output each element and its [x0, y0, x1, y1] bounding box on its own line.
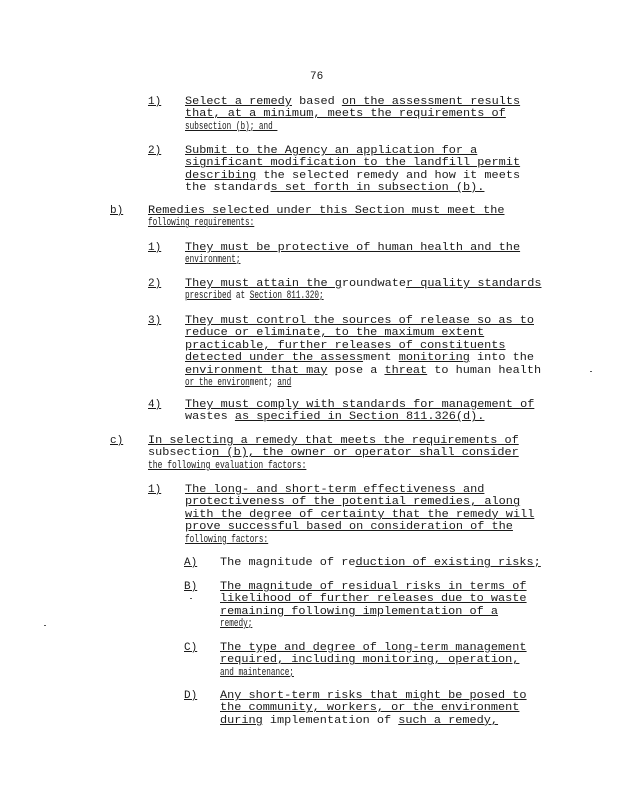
- item-text: [185, 484, 535, 546]
- item-text: [148, 435, 519, 472]
- text-segment: They must attain the g: [185, 278, 342, 290]
- text-segment: at: [231, 290, 250, 303]
- item-text: [185, 315, 542, 390]
- text-line: [185, 365, 541, 377]
- text-line: [220, 618, 419, 630]
- text-segment: The long- and short-term effectiveness and: [185, 484, 485, 496]
- text-segment: environment;: [185, 254, 241, 267]
- text-segment: detected under the assess: [185, 352, 364, 365]
- text-segment: Select a remedy: [185, 96, 292, 108]
- text-line: [220, 715, 527, 727]
- text-segment: prove successful based on consideration of the: [185, 521, 513, 534]
- item-text: [148, 205, 505, 230]
- text-segment: They must be protective of human health and the: [185, 242, 521, 254]
- text-line: [185, 290, 416, 302]
- text-segment: as specified in Section 811.326(d).: [234, 411, 485, 424]
- text-segment: threat: [384, 364, 428, 377]
- list-marker: b): [110, 205, 124, 217]
- text-segment: wastes: [185, 411, 235, 424]
- text-line: [185, 411, 534, 423]
- item-text: [185, 278, 542, 303]
- text-segment: The magnitude of re: [220, 557, 356, 569]
- text-segment: practicable, further releases of constituents: [185, 339, 506, 352]
- margin-mark: [590, 371, 592, 372]
- text-line: [220, 690, 527, 702]
- text-line: [220, 702, 527, 714]
- text-segment: protectiveness of the potential remedies, along: [185, 496, 521, 509]
- text-line: [185, 352, 541, 364]
- text-segment: required, including monitoring, operation,: [220, 654, 520, 667]
- text-segment: ment: [363, 352, 399, 365]
- margin-mark: [44, 625, 46, 626]
- page-number: 76: [310, 71, 324, 83]
- text-segment: following requirements:: [148, 217, 255, 230]
- list-marker: D): [184, 690, 198, 702]
- text-segment: They must control the sources of release so as to: [185, 315, 535, 327]
- list-marker: 4): [148, 399, 162, 411]
- text-segment: or the environ: [185, 377, 250, 390]
- text-line: [185, 534, 411, 546]
- text-line: [185, 377, 416, 389]
- text-segment: that, at a minimum, meets the requirements of: [185, 108, 506, 121]
- text-segment: Remedies selected under this Section must meet the: [148, 205, 505, 217]
- text-segment: into the: [469, 352, 535, 365]
- text-segment: likelihood of further releases due to waste: [220, 593, 527, 606]
- text-line: [220, 606, 527, 618]
- text-line: [185, 242, 520, 254]
- text-segment: the selected remedy and how it meets: [256, 169, 521, 182]
- list-marker: C): [184, 642, 198, 654]
- text-segment: remaining following implementation of a: [220, 605, 499, 618]
- text-segment: during: [220, 714, 263, 727]
- item-text: [185, 145, 521, 195]
- text-line: [148, 447, 519, 459]
- text-line: [148, 435, 519, 447]
- text-line: [185, 521, 534, 533]
- text-segment: subsectio: [148, 447, 213, 460]
- text-line: [220, 593, 527, 605]
- item-text: [220, 581, 527, 631]
- text-line: [185, 496, 534, 508]
- text-line: [185, 96, 520, 108]
- text-line: [185, 327, 541, 339]
- text-segment: n (b), the owner or operator shall consider: [212, 447, 519, 460]
- text-segment: the following evaluation factors:: [148, 459, 307, 472]
- text-line: [148, 217, 379, 229]
- text-segment: prescribed: [185, 290, 232, 303]
- text-line: [148, 460, 398, 472]
- text-segment: the community, workers, or the environment: [220, 702, 520, 715]
- text-line: [220, 667, 419, 679]
- list-marker: 1): [148, 242, 162, 254]
- text-line: [185, 182, 520, 194]
- text-segment: environment that may: [185, 364, 328, 377]
- text-line: [185, 484, 534, 496]
- text-segment: and: [277, 377, 292, 390]
- item-text: [220, 557, 541, 569]
- text-segment: implementation of: [262, 714, 399, 727]
- text-segment: The magnitude of residual risks in terms of: [220, 581, 527, 593]
- text-line: [185, 170, 520, 182]
- list-marker: c): [110, 435, 124, 447]
- text-line: [185, 278, 541, 290]
- text-segment: They must comply with standards for management of: [185, 399, 535, 411]
- text-segment: significant modification to the landfill permit: [185, 157, 521, 170]
- text-segment: with the degree of certainty that the remedy will: [185, 508, 535, 521]
- text-segment: remedy;: [220, 618, 253, 631]
- text-segment: pose a: [327, 364, 385, 377]
- text-segment: roundwate: [341, 278, 407, 290]
- text-segment: following factors:: [185, 533, 269, 546]
- text-line: [185, 121, 402, 133]
- list-marker: 2): [148, 278, 162, 290]
- list-marker: 2): [148, 145, 162, 157]
- text-segment: In selecting a remedy that meets the requirements of: [148, 435, 519, 447]
- text-segment: reduce or eliminate, to the maximum extent: [185, 327, 485, 340]
- text-line: [220, 581, 527, 593]
- text-segment: ment;: [249, 377, 278, 390]
- text-segment: such a remedy,: [398, 714, 499, 727]
- list-marker: 1): [148, 96, 162, 108]
- text-line: [185, 509, 534, 521]
- text-segment: the standard: [185, 182, 271, 195]
- item-text: [220, 690, 527, 727]
- list-marker: 3): [148, 315, 162, 327]
- list-marker: B): [184, 581, 198, 593]
- text-segment: describing: [185, 169, 257, 182]
- text-segment: The type and degree of long-term management: [220, 642, 527, 654]
- text-segment: monitoring: [398, 352, 470, 365]
- text-segment: based: [291, 96, 342, 108]
- text-line: [185, 399, 534, 411]
- text-segment: on the assessment results: [341, 96, 521, 108]
- text-line: [148, 205, 504, 217]
- item-text: [185, 96, 521, 133]
- item-text: [185, 399, 535, 424]
- list-marker: A): [184, 557, 198, 569]
- text-line: [185, 157, 520, 169]
- text-line: [185, 340, 541, 352]
- text-segment: subsection (b); and: [185, 120, 278, 133]
- text-segment: Section 811.320;: [249, 290, 324, 303]
- list-marker: 1): [148, 484, 162, 496]
- text-line: [220, 642, 527, 654]
- text-segment: to human health: [427, 364, 542, 377]
- text-segment: Any short-term risks that might be posed to: [220, 690, 527, 702]
- text-segment: s set forth in subsection (b).: [270, 182, 485, 195]
- text-line: [185, 315, 541, 327]
- text-segment: Submit to the Agency an application for a: [185, 145, 478, 157]
- item-text: [185, 242, 521, 267]
- text-line: [185, 108, 520, 120]
- margin-mark: [190, 598, 192, 599]
- text-line: [220, 654, 527, 666]
- text-segment: r quality standards: [406, 278, 542, 290]
- item-text: [220, 642, 527, 679]
- text-segment: and maintenance;: [220, 666, 294, 679]
- text-line: [185, 145, 520, 157]
- text-segment: duction of existing risks;: [355, 557, 541, 569]
- text-line: [185, 254, 402, 266]
- text-line: [220, 557, 541, 569]
